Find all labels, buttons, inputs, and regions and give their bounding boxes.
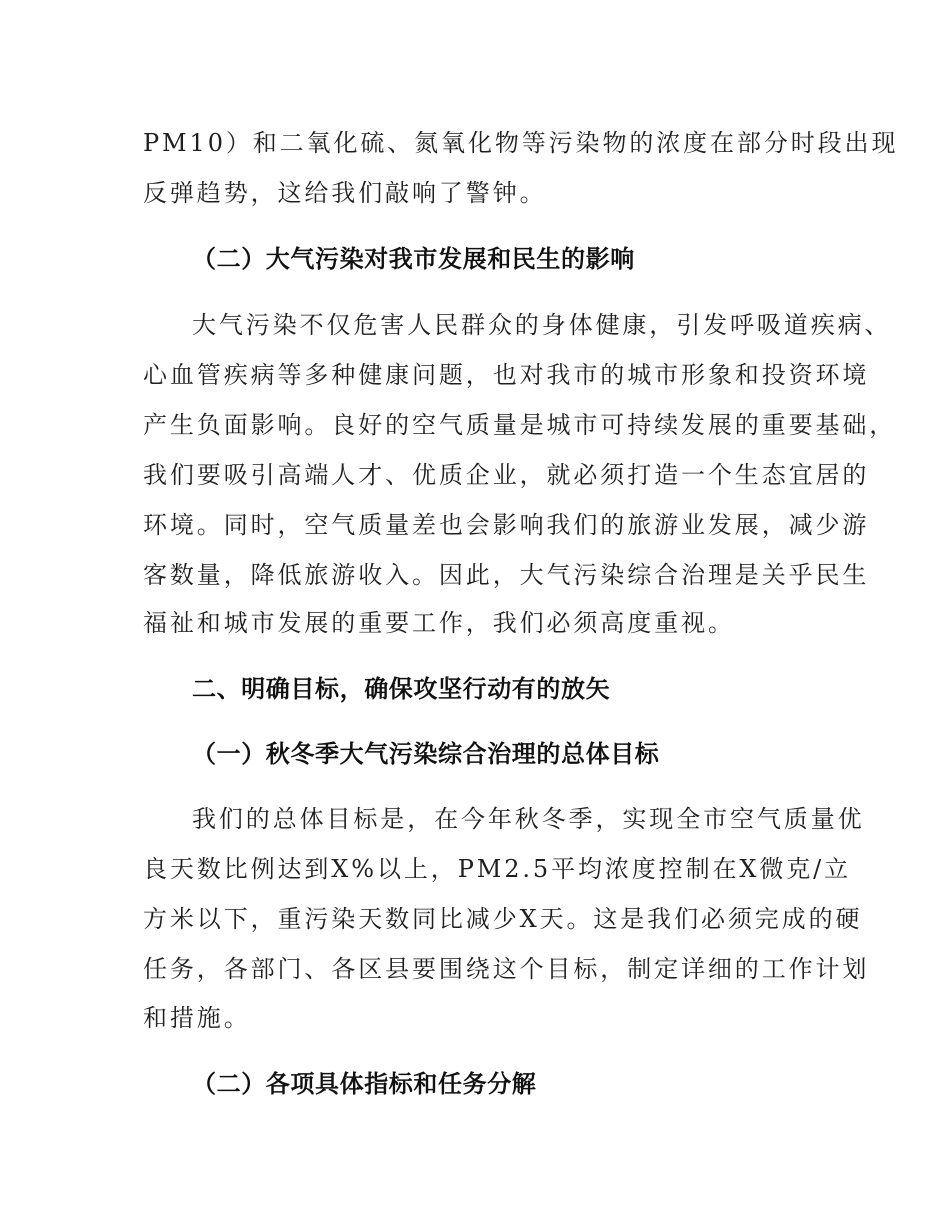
section-heading-two: 二、明确目标，确保攻坚行动有的放矢	[192, 675, 611, 703]
paragraph-line: 大气污染不仅危害人民群众的身体健康，引发呼吸道疾病、	[192, 311, 892, 339]
paragraph-line: 产生负面影响。良好的空气质量是城市可持续发展的重要基础，	[143, 411, 897, 439]
paragraph-line: 任务，各部门、各区县要围绕这个目标，制定详细的工作计划	[143, 955, 870, 983]
paragraph-line: 环境。同时，空气质量差也会影响我们的旅游业发展，减少游	[143, 511, 870, 539]
paragraph-line: 我们要吸引高端人才、优质企业，就必须打造一个生态宜居的	[143, 461, 870, 489]
section-heading-impact: （二）大气污染对我市发展和民生的影响	[192, 245, 635, 273]
section-heading-tasks: （二）各项具体指标和任务分解	[192, 1070, 537, 1098]
paragraph-line: 反弹趋势，这给我们敲响了警钟。	[143, 179, 547, 207]
paragraph-line: 心血管疾病等多种健康问题，也对我市的城市形象和投资环境	[143, 361, 870, 389]
paragraph-line: 方米以下，重污染天数同比减少X天。这是我们必须完成的硬	[143, 905, 863, 933]
paragraph-line: 良天数比例达到X%以上，PM2.5平均浓度控制在X微克/立	[143, 855, 852, 883]
paragraph-line: PM10）和二氧化硫、氮氧化物等污染物的浓度在部分时段出现	[143, 129, 899, 157]
paragraph-line: 福祉和城市发展的重要工作，我们必须高度重视。	[143, 609, 735, 637]
paragraph-line: 客数量，降低旅游收入。因此，大气污染综合治理是关乎民生	[143, 561, 870, 589]
section-heading-overall-goal: （一）秋冬季大气污染综合治理的总体目标	[192, 740, 660, 768]
paragraph-line: 我们的总体目标是，在今年秋冬季，实现全市空气质量优	[192, 805, 865, 833]
paragraph-line: 和措施。	[143, 1004, 251, 1032]
